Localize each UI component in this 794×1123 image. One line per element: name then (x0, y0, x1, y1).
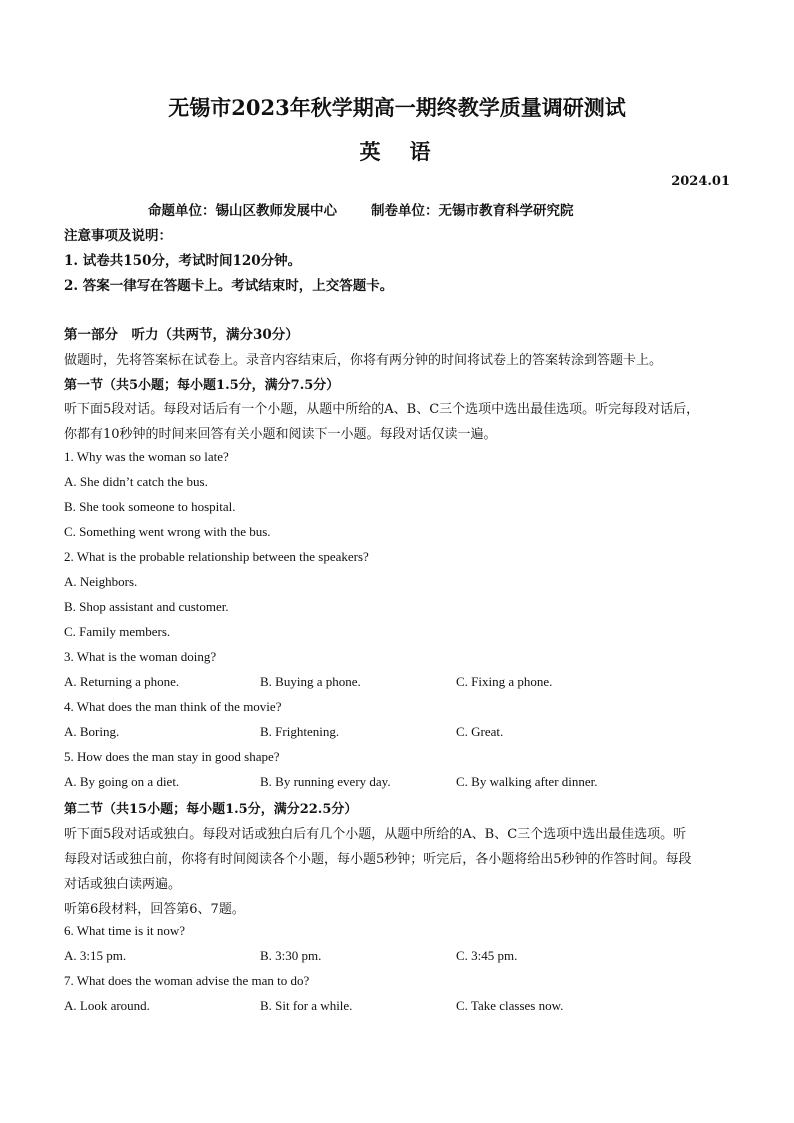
option-b: B. Sit for a while. (260, 998, 353, 1013)
note-item-2: 2. 答案一律写在答题卡上。考试结束时，上交答题卡。 (64, 278, 394, 294)
option-a: A. Returning a phone. (64, 674, 180, 689)
option-c: C. 3:45 pm. (456, 948, 518, 963)
part1-intro: 做题时，先将答案标在试卷上。录音内容结束后，你将有两分钟的时间将试卷上的答案转涂到答题卡上。 (64, 353, 663, 368)
option-b: B. She took someone to hospital. (64, 499, 236, 514)
section1-instructions: 你都有10秒钟的时间来回答有关小题和阅读下一小题。每段对话仅读一遍。 (64, 427, 497, 442)
option-c: C. Fixing a phone. (456, 674, 553, 689)
section1-instructions: 听下面5段对话。每段对话后有一个小题，从题中所给的A、B、C三个选项中选出最佳选项。听完每段对话后， (64, 402, 700, 417)
section1-heading: 第一节（共5小题；每小题1.5分，满分7.5分） (64, 378, 340, 393)
question-1: 1. Why was the woman so late? (64, 449, 229, 464)
note-item-1: 1. 试卷共150分，考试时间120分钟。 (64, 253, 302, 269)
subject-title: 英 语 (359, 139, 435, 164)
option-c: C. By walking after dinner. (456, 774, 598, 789)
option-a: A. She didn’t catch the bus. (64, 474, 208, 489)
option-c: C. Something went wrong with the bus. (64, 524, 271, 539)
question-2: 2. What is the probable relationship between the speakers? (64, 549, 369, 564)
units-line (148, 199, 574, 219)
option-c: C. Family members. (64, 624, 171, 639)
notes-heading: 注意事项及说明： (64, 228, 172, 244)
question-6: 6. What time is it now? (64, 923, 186, 938)
option-b: B. Frightening. (260, 724, 340, 739)
exam-title: 无锡市2023年秋学期高一期终教学质量调研测试 (168, 95, 626, 120)
option-c: C. Take classes now. (456, 998, 564, 1013)
section2-instructions: 每段对话或独白前，你将有时间阅读各个小题，每小题5秒钟；听完后，各小题将给出5秒钟的作答时间。每段 (64, 852, 692, 867)
option-a: A. 3:15 pm. (64, 948, 127, 963)
option-b: B. By running every day. (260, 774, 391, 789)
print-unit: 制卷单位：无锡市教育科学研究院 (371, 203, 574, 219)
section2-heading: 第二节（共15小题；每小题1.5分，满分22.5分） (64, 802, 358, 817)
option-a: A. Look around. (64, 998, 150, 1013)
proposition-unit: 命题单位：锡山区教师发展中心 (148, 203, 337, 219)
section2-instructions: 对话或独白读两遍。 (64, 877, 182, 892)
question-5: 5. How does the man stay in good shape? (64, 749, 280, 764)
material-6-note: 听第6段材料，回答第6、7题。 (64, 902, 245, 917)
option-c: C. Great. (456, 724, 504, 739)
option-b: B. Shop assistant and customer. (64, 599, 229, 614)
question-7: 7. What does the woman advise the man to do? (64, 973, 310, 988)
option-a: A. By going on a diet. (64, 774, 180, 789)
question-3: 3. What is the woman doing? (64, 649, 217, 664)
option-b: B. Buying a phone. (260, 674, 361, 689)
exam-date: 2024.01 (671, 174, 730, 189)
option-a: A. Neighbors. (64, 574, 138, 589)
section2-instructions: 听下面5段对话或独白。每段对话或独白后有几个小题，从题中所给的A、B、C三个选项中选出最佳选项。听 (64, 827, 687, 842)
question-4: 4. What does the man think of the movie? (64, 699, 282, 714)
option-a: A. Boring. (64, 724, 120, 739)
option-b: B. 3:30 pm. (260, 948, 322, 963)
part1-heading: 第一部分 听力（共两节，满分30分） (64, 327, 299, 343)
